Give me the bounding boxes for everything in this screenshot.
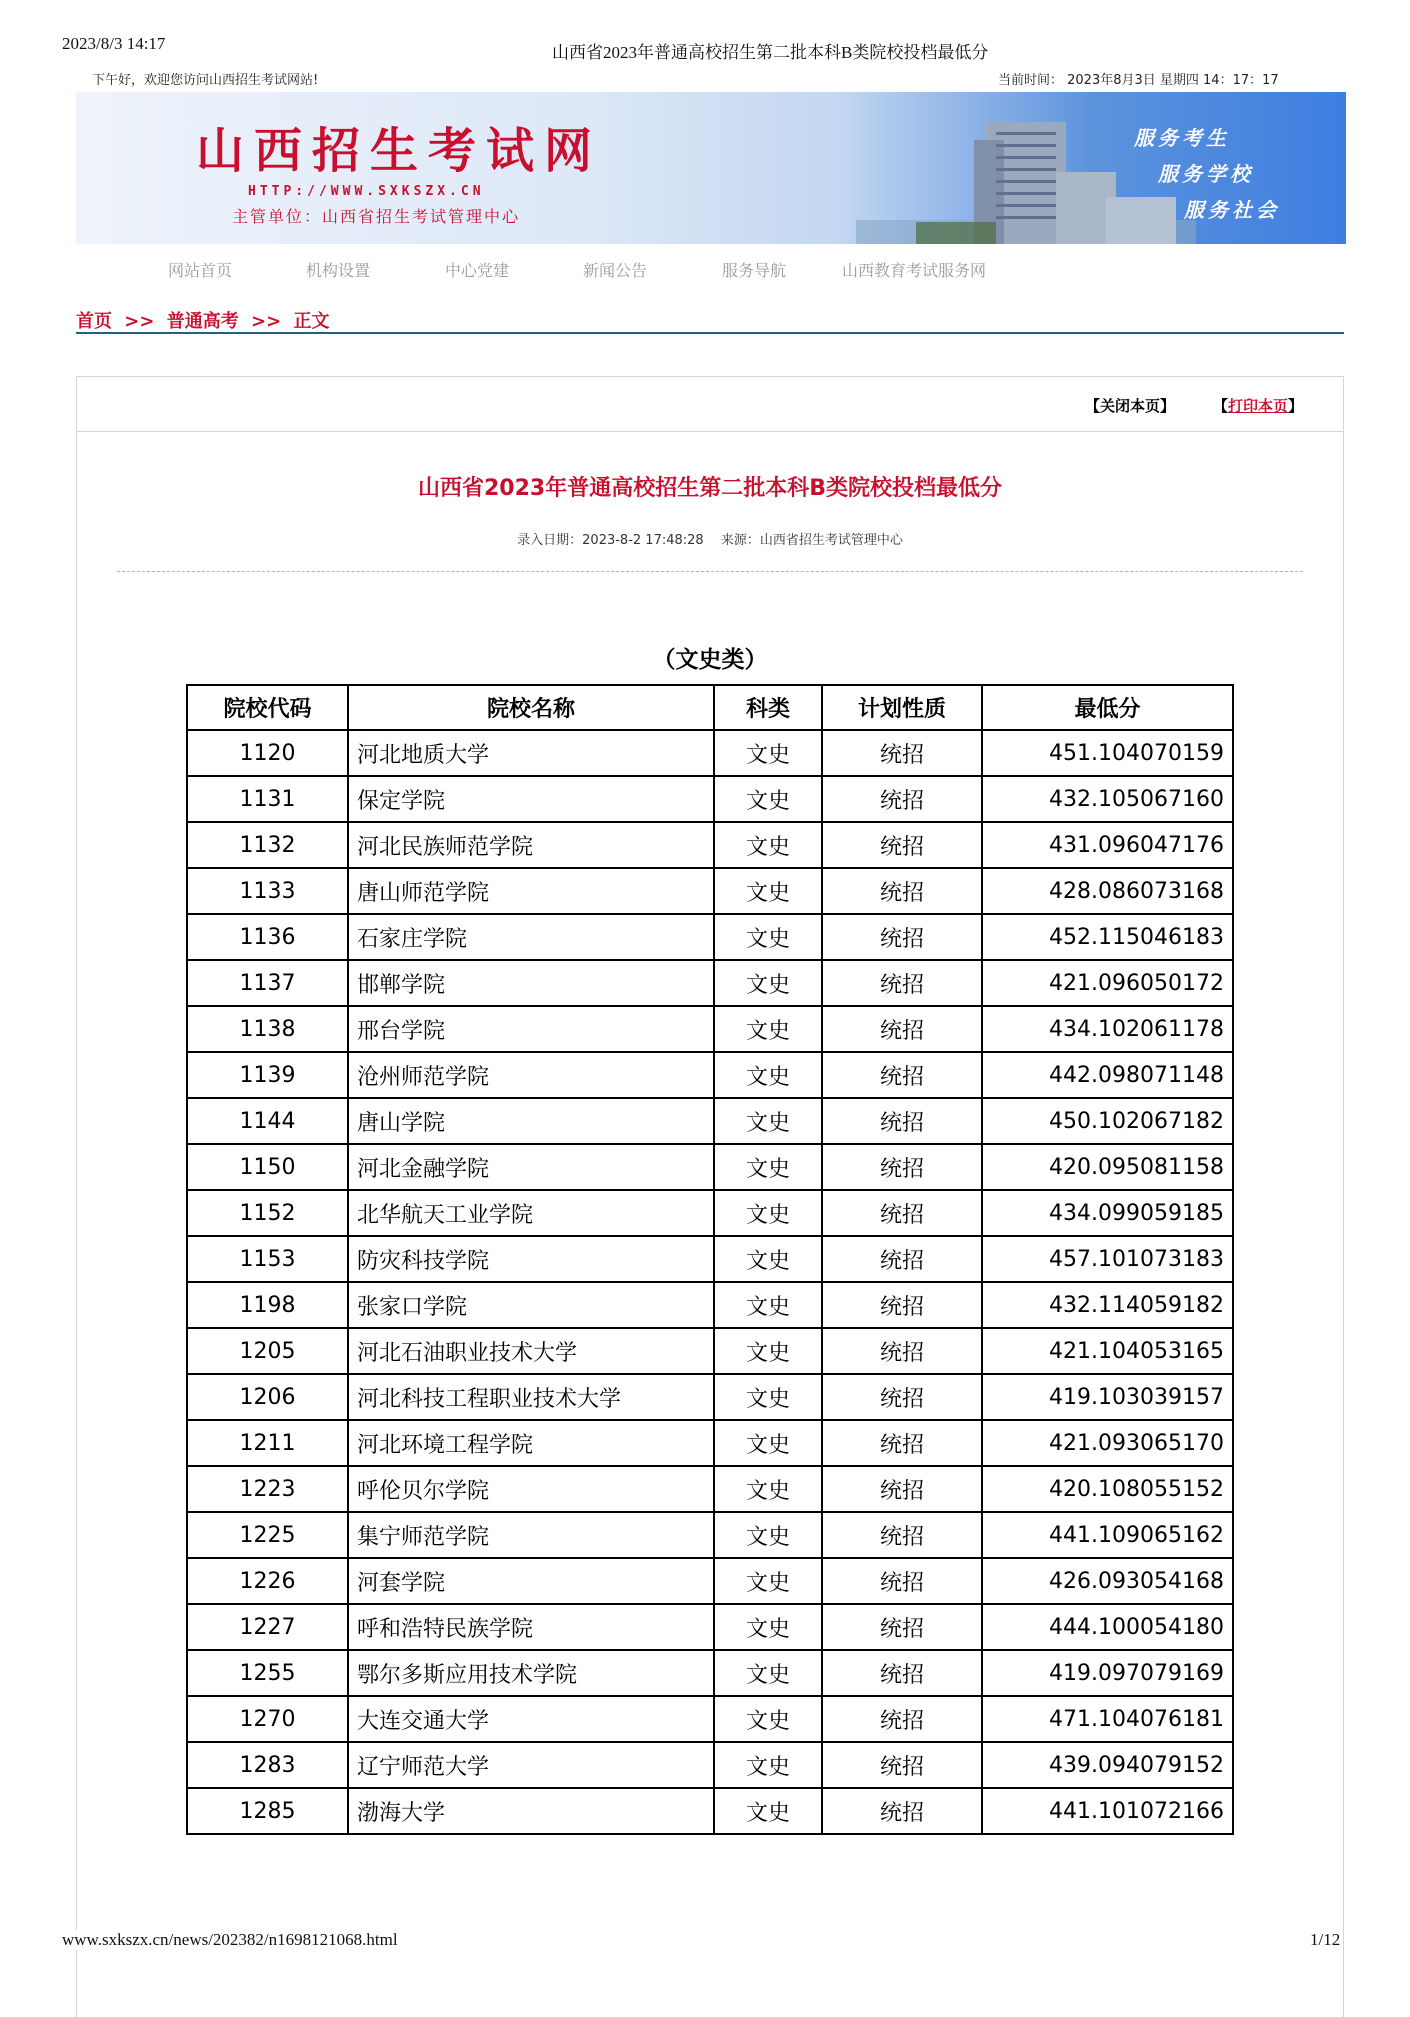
cell-category: 文史 bbox=[714, 1144, 822, 1190]
cell-code: 1226 bbox=[187, 1558, 348, 1604]
cell-category: 文史 bbox=[714, 960, 822, 1006]
slogan-2: 服务学校 bbox=[1158, 162, 1254, 186]
print-page-label[interactable]: 打印本页 bbox=[1228, 397, 1289, 415]
cell-category: 文史 bbox=[714, 1512, 822, 1558]
cell-min-score: 441.101072166 bbox=[982, 1788, 1233, 1834]
cell-plan-type: 统招 bbox=[822, 1374, 982, 1420]
cell-min-score: 439.094079152 bbox=[982, 1742, 1233, 1788]
header-min-score: 最低分 bbox=[982, 685, 1233, 730]
cell-min-score: 428.086073168 bbox=[982, 868, 1233, 914]
cell-min-score: 419.103039157 bbox=[982, 1374, 1233, 1420]
cell-name: 唐山学院 bbox=[348, 1098, 714, 1144]
cell-category: 文史 bbox=[714, 1328, 822, 1374]
cell-min-score: 452.115046183 bbox=[982, 914, 1233, 960]
cell-plan-type: 统招 bbox=[822, 822, 982, 868]
print-footer-page: 1/12 bbox=[1310, 1930, 1341, 1949]
cell-code: 1205 bbox=[187, 1328, 348, 1374]
cell-name: 渤海大学 bbox=[348, 1788, 714, 1834]
table-row bbox=[187, 1604, 1233, 1650]
cell-plan-type: 统招 bbox=[822, 1282, 982, 1328]
site-banner bbox=[76, 92, 1346, 244]
print-doc-title: 山西省2023年普通高校招生第二批本科B类院校投档最低分 bbox=[552, 43, 989, 62]
cell-name: 石家庄学院 bbox=[348, 914, 714, 960]
cell-plan-type: 统招 bbox=[822, 1466, 982, 1512]
site-url: HTTP://WWW.SXKSZX.CN bbox=[248, 184, 485, 199]
print-datetime: 2023/8/3 14:17 bbox=[62, 34, 166, 53]
table-row bbox=[187, 914, 1233, 960]
cell-category: 文史 bbox=[714, 1190, 822, 1236]
cell-min-score: 434.099059185 bbox=[982, 1190, 1233, 1236]
slogan-3: 服务社会 bbox=[1184, 198, 1280, 222]
cell-min-score: 426.093054168 bbox=[982, 1558, 1233, 1604]
print-bracket-open: 【 bbox=[1213, 397, 1229, 415]
article-title: 山西省2023年普通高校招生第二批本科B类院校投档最低分 bbox=[417, 476, 1002, 501]
cell-plan-type: 统招 bbox=[822, 776, 982, 822]
cell-min-score: 420.095081158 bbox=[982, 1144, 1233, 1190]
cell-plan-type: 统招 bbox=[822, 1052, 982, 1098]
table-row bbox=[187, 868, 1233, 914]
cell-code: 1270 bbox=[187, 1696, 348, 1742]
nav-home[interactable]: 网站首页 bbox=[168, 261, 233, 280]
cell-category: 文史 bbox=[714, 1052, 822, 1098]
table-row bbox=[187, 1144, 1233, 1190]
table-row bbox=[187, 1558, 1233, 1604]
cell-plan-type: 统招 bbox=[822, 1558, 982, 1604]
cell-min-score: 442.098071148 bbox=[982, 1052, 1233, 1098]
nav-party[interactable]: 中心党建 bbox=[445, 261, 510, 280]
cell-plan-type: 统招 bbox=[822, 1742, 982, 1788]
cell-name: 河北环境工程学院 bbox=[348, 1420, 714, 1466]
cell-plan-type: 统招 bbox=[822, 1420, 982, 1466]
cell-min-score: 421.104053165 bbox=[982, 1328, 1233, 1374]
cell-category: 文史 bbox=[714, 1098, 822, 1144]
cell-plan-type: 统招 bbox=[822, 1650, 982, 1696]
cell-name: 北华航天工业学院 bbox=[348, 1190, 714, 1236]
cell-plan-type: 统招 bbox=[822, 1190, 982, 1236]
cell-name: 鄂尔多斯应用技术学院 bbox=[348, 1650, 714, 1696]
cell-name: 呼伦贝尔学院 bbox=[348, 1466, 714, 1512]
cell-code: 1144 bbox=[187, 1098, 348, 1144]
table-row bbox=[187, 1420, 1233, 1466]
cell-min-score: 431.096047176 bbox=[982, 822, 1233, 868]
cell-code: 1120 bbox=[187, 730, 348, 776]
table-header-row bbox=[187, 685, 1233, 730]
table-row bbox=[187, 1374, 1233, 1420]
cell-code: 1153 bbox=[187, 1236, 348, 1282]
breadcrumb-separator: >> bbox=[124, 311, 155, 332]
close-page-button[interactable]: 【关闭本页】 bbox=[1085, 397, 1176, 415]
cell-name: 河套学院 bbox=[348, 1558, 714, 1604]
cell-plan-type: 统招 bbox=[822, 1236, 982, 1282]
table-row bbox=[187, 1236, 1233, 1282]
section-heading: （文史类） bbox=[652, 647, 768, 673]
site-authority: 主管单位：山西省招生考试管理中心 bbox=[232, 207, 521, 226]
slogan-1: 服务考生 bbox=[1134, 126, 1230, 150]
cell-name: 河北民族师范学院 bbox=[348, 822, 714, 868]
cell-category: 文史 bbox=[714, 1650, 822, 1696]
table-row bbox=[187, 1098, 1233, 1144]
table-row bbox=[187, 1282, 1233, 1328]
table-row bbox=[187, 776, 1233, 822]
cell-name: 河北金融学院 bbox=[348, 1144, 714, 1190]
cell-name: 集宁师范学院 bbox=[348, 1512, 714, 1558]
table-row bbox=[187, 1052, 1233, 1098]
cell-code: 1137 bbox=[187, 960, 348, 1006]
cell-category: 文史 bbox=[714, 1604, 822, 1650]
cell-category: 文史 bbox=[714, 868, 822, 914]
cell-code: 1133 bbox=[187, 868, 348, 914]
cell-code: 1152 bbox=[187, 1190, 348, 1236]
cell-plan-type: 统招 bbox=[822, 1604, 982, 1650]
cell-plan-type: 统招 bbox=[822, 1144, 982, 1190]
cell-category: 文史 bbox=[714, 1558, 822, 1604]
print-page-button[interactable] bbox=[1213, 395, 1303, 416]
score-table bbox=[186, 684, 1234, 1835]
cell-name: 邯郸学院 bbox=[348, 960, 714, 1006]
cell-name: 辽宁师范大学 bbox=[348, 1742, 714, 1788]
table-row bbox=[187, 1328, 1233, 1374]
cell-plan-type: 统招 bbox=[822, 1696, 982, 1742]
nav-organization[interactable]: 机构设置 bbox=[306, 261, 371, 280]
breadcrumb-category[interactable]: 普通高考 bbox=[166, 311, 239, 332]
cell-category: 文史 bbox=[714, 730, 822, 776]
cell-name: 河北地质大学 bbox=[348, 730, 714, 776]
cell-category: 文史 bbox=[714, 776, 822, 822]
table-row bbox=[187, 1006, 1233, 1052]
nav-exam-service[interactable]: 山西教育考试服务网 bbox=[842, 261, 987, 280]
breadcrumb-current: 正文 bbox=[293, 311, 330, 332]
header-name: 院校名称 bbox=[348, 685, 714, 730]
cell-min-score: 441.109065162 bbox=[982, 1512, 1233, 1558]
cell-category: 文史 bbox=[714, 1696, 822, 1742]
breadcrumb bbox=[76, 307, 1344, 334]
breadcrumb-home[interactable]: 首页 bbox=[76, 311, 112, 332]
cell-category: 文史 bbox=[714, 1236, 822, 1282]
print-footer-url: www.sxkszx.cn/news/202382/n1698121068.html bbox=[62, 1930, 398, 1949]
cell-category: 文史 bbox=[714, 1788, 822, 1834]
print-bracket-close: 】 bbox=[1288, 397, 1304, 415]
cell-plan-type: 统招 bbox=[822, 960, 982, 1006]
breadcrumb-separator: >> bbox=[251, 311, 282, 332]
table-row bbox=[187, 1512, 1233, 1558]
cell-code: 1132 bbox=[187, 822, 348, 868]
article-meta: 录入日期：2023-8-2 17:48:28 来源：山西省招生考试管理中心 bbox=[517, 533, 903, 548]
header-code: 院校代码 bbox=[187, 685, 348, 730]
cell-category: 文史 bbox=[714, 914, 822, 960]
cell-code: 1139 bbox=[187, 1052, 348, 1098]
cell-min-score: 432.114059182 bbox=[982, 1282, 1233, 1328]
cell-min-score: 457.101073183 bbox=[982, 1236, 1233, 1282]
cell-code: 1285 bbox=[187, 1788, 348, 1834]
cell-code: 1211 bbox=[187, 1420, 348, 1466]
cell-code: 1225 bbox=[187, 1512, 348, 1558]
cell-code: 1283 bbox=[187, 1742, 348, 1788]
cell-code: 1150 bbox=[187, 1144, 348, 1190]
divider bbox=[117, 571, 1303, 572]
cell-plan-type: 统招 bbox=[822, 1006, 982, 1052]
cell-min-score: 421.096050172 bbox=[982, 960, 1233, 1006]
cell-category: 文史 bbox=[714, 1282, 822, 1328]
table-row bbox=[187, 1742, 1233, 1788]
cell-code: 1131 bbox=[187, 776, 348, 822]
cell-category: 文史 bbox=[714, 1742, 822, 1788]
table-row bbox=[187, 822, 1233, 868]
cell-plan-type: 统招 bbox=[822, 730, 982, 776]
article-container bbox=[76, 376, 1344, 2017]
cell-name: 防灾科技学院 bbox=[348, 1236, 714, 1282]
table-row bbox=[187, 1788, 1233, 1834]
nav-news[interactable]: 新闻公告 bbox=[583, 261, 648, 280]
cell-name: 唐山师范学院 bbox=[348, 868, 714, 914]
cell-plan-type: 统招 bbox=[822, 1788, 982, 1834]
cell-name: 邢台学院 bbox=[348, 1006, 714, 1052]
cell-min-score: 451.104070159 bbox=[982, 730, 1233, 776]
header-category: 科类 bbox=[714, 685, 822, 730]
cell-min-score: 434.102061178 bbox=[982, 1006, 1233, 1052]
cell-plan-type: 统招 bbox=[822, 868, 982, 914]
table-row bbox=[187, 1190, 1233, 1236]
cell-code: 1223 bbox=[187, 1466, 348, 1512]
table-row bbox=[187, 960, 1233, 1006]
cell-name: 河北科技工程职业技术大学 bbox=[348, 1374, 714, 1420]
cell-min-score: 444.100054180 bbox=[982, 1604, 1233, 1650]
cell-name: 沧州师范学院 bbox=[348, 1052, 714, 1098]
cell-plan-type: 统招 bbox=[822, 1512, 982, 1558]
header-plan-type: 计划性质 bbox=[822, 685, 982, 730]
cell-plan-type: 统招 bbox=[822, 1098, 982, 1144]
cell-code: 1138 bbox=[187, 1006, 348, 1052]
cell-name: 呼和浩特民族学院 bbox=[348, 1604, 714, 1650]
cell-code: 1206 bbox=[187, 1374, 348, 1420]
cell-code: 1198 bbox=[187, 1282, 348, 1328]
cell-category: 文史 bbox=[714, 1006, 822, 1052]
cell-min-score: 421.093065170 bbox=[982, 1420, 1233, 1466]
cell-code: 1227 bbox=[187, 1604, 348, 1650]
cell-min-score: 471.104076181 bbox=[982, 1696, 1233, 1742]
table-row bbox=[187, 1466, 1233, 1512]
cell-name: 保定学院 bbox=[348, 776, 714, 822]
cell-min-score: 432.105067160 bbox=[982, 776, 1233, 822]
current-time: 当前时间： 2023年8月3日 星期四 14：17：17 bbox=[998, 73, 1279, 88]
cell-category: 文史 bbox=[714, 1466, 822, 1512]
cell-name: 张家口学院 bbox=[348, 1282, 714, 1328]
cell-min-score: 450.102067182 bbox=[982, 1098, 1233, 1144]
cell-name: 河北石油职业技术大学 bbox=[348, 1328, 714, 1374]
table-row bbox=[187, 730, 1233, 776]
greeting-text: 下午好，欢迎您访问山西招生考试网站! bbox=[92, 73, 319, 88]
cell-code: 1136 bbox=[187, 914, 348, 960]
cell-category: 文史 bbox=[714, 822, 822, 868]
cell-plan-type: 统招 bbox=[822, 1328, 982, 1374]
cell-min-score: 420.108055152 bbox=[982, 1466, 1233, 1512]
cell-category: 文史 bbox=[714, 1420, 822, 1466]
cell-category: 文史 bbox=[714, 1374, 822, 1420]
article-toolbar bbox=[77, 377, 1343, 432]
site-logo[interactable]: 山西招生考试网 bbox=[196, 123, 603, 179]
cell-code: 1255 bbox=[187, 1650, 348, 1696]
table-row bbox=[187, 1650, 1233, 1696]
cell-plan-type: 统招 bbox=[822, 914, 982, 960]
cell-min-score: 419.097079169 bbox=[982, 1650, 1233, 1696]
cell-name: 大连交通大学 bbox=[348, 1696, 714, 1742]
nav-service-guide[interactable]: 服务导航 bbox=[722, 261, 787, 280]
table-row bbox=[187, 1696, 1233, 1742]
